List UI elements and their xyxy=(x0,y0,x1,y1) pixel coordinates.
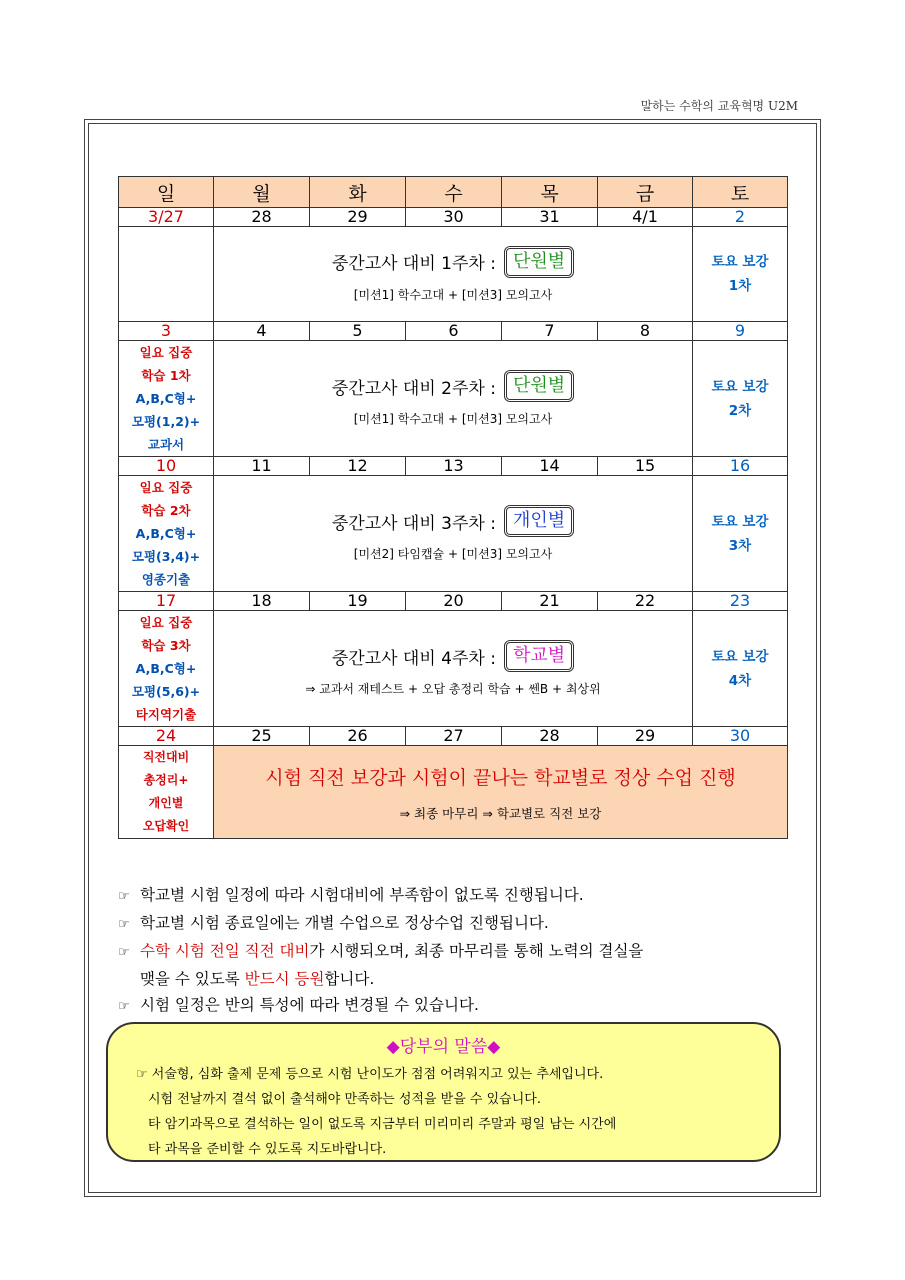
week-title: 중간고사 대비 4주차 : xyxy=(331,648,496,669)
header-brand: 말하는 수학의 교육혁명 U2M xyxy=(640,99,798,113)
date-cell: 20 xyxy=(406,592,502,611)
sunday-note-line: 학습 2차 xyxy=(141,503,191,518)
week-badge: 단원별 xyxy=(504,246,574,278)
sunday-note-line: A,B,C형+ xyxy=(135,391,197,406)
note-item xyxy=(118,882,778,910)
sunday-note-line: 모평(5,6)+ xyxy=(131,684,201,699)
note-text: 시험 일정은 반의 특성에 따라 변경될 수 있습니다. xyxy=(140,996,479,1014)
parent-note-line: 시험 전날까지 결석 없이 출석해야 만족하는 성적을 받을 수 있습니다. xyxy=(148,1092,541,1107)
date-cell-sun: 10 xyxy=(119,457,214,476)
final-week-title: 시험 직전 보강과 시험이 끝나는 학교별로 정상 수업 진행 xyxy=(265,766,736,789)
date-cell: 31 xyxy=(502,208,598,227)
sunday-note-line: 일요 집중 xyxy=(139,615,193,630)
notes-list xyxy=(118,882,778,1020)
date-cell: 6 xyxy=(406,322,502,341)
schedule-calendar xyxy=(118,176,788,839)
final-sunday-line: 직전대비 xyxy=(142,750,190,764)
date-cell: 14 xyxy=(502,457,598,476)
date-row xyxy=(119,322,788,341)
date-cell: 13 xyxy=(406,457,502,476)
note-text: 학교별 시험 일정에 따라 시험대비에 부족함이 없도록 진행됩니다. xyxy=(140,886,584,904)
week-row xyxy=(119,611,788,727)
sunday-note-line: 영종기출 xyxy=(141,572,191,587)
week-plan xyxy=(214,611,693,727)
note-highlight: 반드시 등원 xyxy=(244,970,325,988)
date-cell: 12 xyxy=(310,457,406,476)
date-row xyxy=(119,457,788,476)
weekday-fri: 금 xyxy=(598,177,693,208)
sunday-note-line: 일요 집중 xyxy=(139,480,193,495)
week-badge: 개인별 xyxy=(504,505,574,537)
date-cell-sun: 3 xyxy=(119,322,214,341)
week-row xyxy=(119,341,788,457)
week-badge: 단원별 xyxy=(504,370,574,402)
date-cell: 15 xyxy=(598,457,693,476)
week-plan xyxy=(214,341,693,457)
week-subtitle: ⇒ 교과서 재테스트 + 오답 총정리 학습 + 쎈B + 최상위 xyxy=(305,682,601,696)
note-highlight: 수학 시험 전일 직전 대비 xyxy=(140,942,310,960)
week-title: 중간고사 대비 1주차 : xyxy=(331,254,496,274)
date-cell-sat: 9 xyxy=(693,322,788,341)
note-item-continued xyxy=(118,966,778,992)
pointing-hand-icon: ☞ xyxy=(118,889,130,904)
note-item xyxy=(118,910,778,938)
saturday-note xyxy=(693,476,788,592)
date-cell-sat: 2 xyxy=(693,208,788,227)
sunday-note-line: 타지역기출 xyxy=(135,707,197,722)
date-cell: 22 xyxy=(598,592,693,611)
date-cell: 5 xyxy=(310,322,406,341)
final-sunday-line: 개인별 xyxy=(148,796,184,810)
date-cell: 11 xyxy=(214,457,310,476)
note-text: 학교별 시험 종료일에는 개별 수업으로 정상수업 진행됩니다. xyxy=(140,914,549,932)
date-row xyxy=(119,592,788,611)
pointing-hand-icon: ☞ xyxy=(118,917,130,932)
week-subtitle: [미션1] 학수고대 + [미션3] 모의고사 xyxy=(353,287,553,302)
date-cell-sun: 3/27 xyxy=(119,208,214,227)
date-cell-sat: 30 xyxy=(693,727,788,746)
sunday-note-line: A,B,C형+ xyxy=(135,661,197,676)
date-cell: 27 xyxy=(406,727,502,746)
sunday-note-line: 학습 3차 xyxy=(141,638,191,653)
sunday-note-empty xyxy=(119,227,214,322)
saturday-note-line: 1차 xyxy=(728,278,752,294)
saturday-note-line: 토요 보강 xyxy=(711,648,769,665)
parent-note-text: 서술형, 심화 출제 문제 등으로 시험 난이도가 점점 어려워지고 있는 추세입니다. xyxy=(151,1067,604,1082)
date-cell: 29 xyxy=(598,727,693,746)
note-text: 가 시행되오며, 최종 마무리를 통해 노력의 결실을 xyxy=(309,942,644,960)
weekday-sun: 일 xyxy=(119,177,214,208)
weekday-tue: 화 xyxy=(310,177,406,208)
week-subtitle: [미션1] 학수고대 + [미션3] 모의고사 xyxy=(353,412,553,426)
sunday-note-line: 일요 집중 xyxy=(139,345,193,360)
note-item xyxy=(118,992,778,1020)
weekday-thu: 목 xyxy=(502,177,598,208)
week-row xyxy=(119,476,788,592)
saturday-note-line: 4차 xyxy=(728,672,752,689)
date-cell-sun: 24 xyxy=(119,727,214,746)
date-cell: 26 xyxy=(310,727,406,746)
saturday-note-line: 2차 xyxy=(728,402,752,419)
date-cell: 25 xyxy=(214,727,310,746)
date-cell: 29 xyxy=(310,208,406,227)
note-text: 맺을 수 있도록 xyxy=(140,970,245,988)
sunday-note-line: 모평(3,4)+ xyxy=(131,549,201,564)
final-sunday-line: 오답확인 xyxy=(142,819,190,833)
saturday-note-line: 토요 보강 xyxy=(711,254,769,270)
date-cell: 21 xyxy=(502,592,598,611)
date-row xyxy=(119,727,788,746)
sunday-note xyxy=(119,341,214,457)
weekday-mon: 월 xyxy=(214,177,310,208)
date-cell: 18 xyxy=(214,592,310,611)
final-week-plan xyxy=(214,746,788,839)
date-cell: 28 xyxy=(214,208,310,227)
week-plan xyxy=(214,227,693,322)
date-cell: 8 xyxy=(598,322,693,341)
weekday-header-row xyxy=(119,177,788,208)
parent-note-line: 타 암기과목으로 결석하는 일이 없도록 지금부터 미리미리 주말과 평일 남는 시간에 xyxy=(148,1117,617,1132)
week-title: 중간고사 대비 3주차 : xyxy=(331,513,496,534)
saturday-note xyxy=(693,227,788,322)
parent-note-body xyxy=(136,1062,616,1162)
note-text: 합니다. xyxy=(324,970,375,988)
sunday-note-line: A,B,C형+ xyxy=(135,526,197,541)
week-badge: 학교별 xyxy=(504,640,574,672)
week-subtitle: [미션2] 타임캡슐 + [미션3] 모의고사 xyxy=(353,547,553,561)
date-cell-sun: 17 xyxy=(119,592,214,611)
sunday-note-line: 모평(1,2)+ xyxy=(131,414,201,429)
date-cell-sat: 16 xyxy=(693,457,788,476)
pointing-hand-icon: ☞ xyxy=(118,999,130,1014)
pointing-hand-icon: ☞ xyxy=(136,1067,148,1082)
saturday-note-line: 3차 xyxy=(728,537,752,554)
date-cell-sat: 23 xyxy=(693,592,788,611)
sunday-note-line: 학습 1차 xyxy=(141,368,191,383)
parent-note-title: ◆당부의 말씀◆ xyxy=(386,1037,501,1057)
pointing-hand-icon: ☞ xyxy=(118,945,130,960)
saturday-note-line: 토요 보강 xyxy=(711,513,769,530)
note-item xyxy=(118,938,778,966)
saturday-note xyxy=(693,611,788,727)
saturday-note xyxy=(693,341,788,457)
final-sunday-note xyxy=(119,746,214,839)
parent-note-line: 타 과목을 준비할 수 있도록 지도바랍니다. xyxy=(148,1142,387,1157)
date-cell: 19 xyxy=(310,592,406,611)
sunday-note xyxy=(119,611,214,727)
parent-note-line xyxy=(136,1062,616,1087)
weekday-sat: 토 xyxy=(693,177,788,208)
sunday-note-line: 교과서 xyxy=(147,437,185,452)
saturday-note-line: 토요 보강 xyxy=(711,378,769,395)
parent-note-box xyxy=(106,1022,781,1162)
date-cell: 7 xyxy=(502,322,598,341)
final-week-row xyxy=(119,746,788,839)
week-row xyxy=(119,227,788,322)
week-plan xyxy=(214,476,693,592)
date-row xyxy=(119,208,788,227)
week-title: 중간고사 대비 2주차 : xyxy=(331,378,496,399)
sunday-note xyxy=(119,476,214,592)
final-week-subtitle: ⇒ 최종 마무리 ⇒ 학교별로 직전 보강 xyxy=(399,805,602,821)
date-cell: 28 xyxy=(502,727,598,746)
final-sunday-line: 총정리+ xyxy=(143,773,189,787)
date-cell: 4 xyxy=(214,322,310,341)
date-cell: 30 xyxy=(406,208,502,227)
weekday-wed: 수 xyxy=(406,177,502,208)
date-cell: 4/1 xyxy=(598,208,693,227)
